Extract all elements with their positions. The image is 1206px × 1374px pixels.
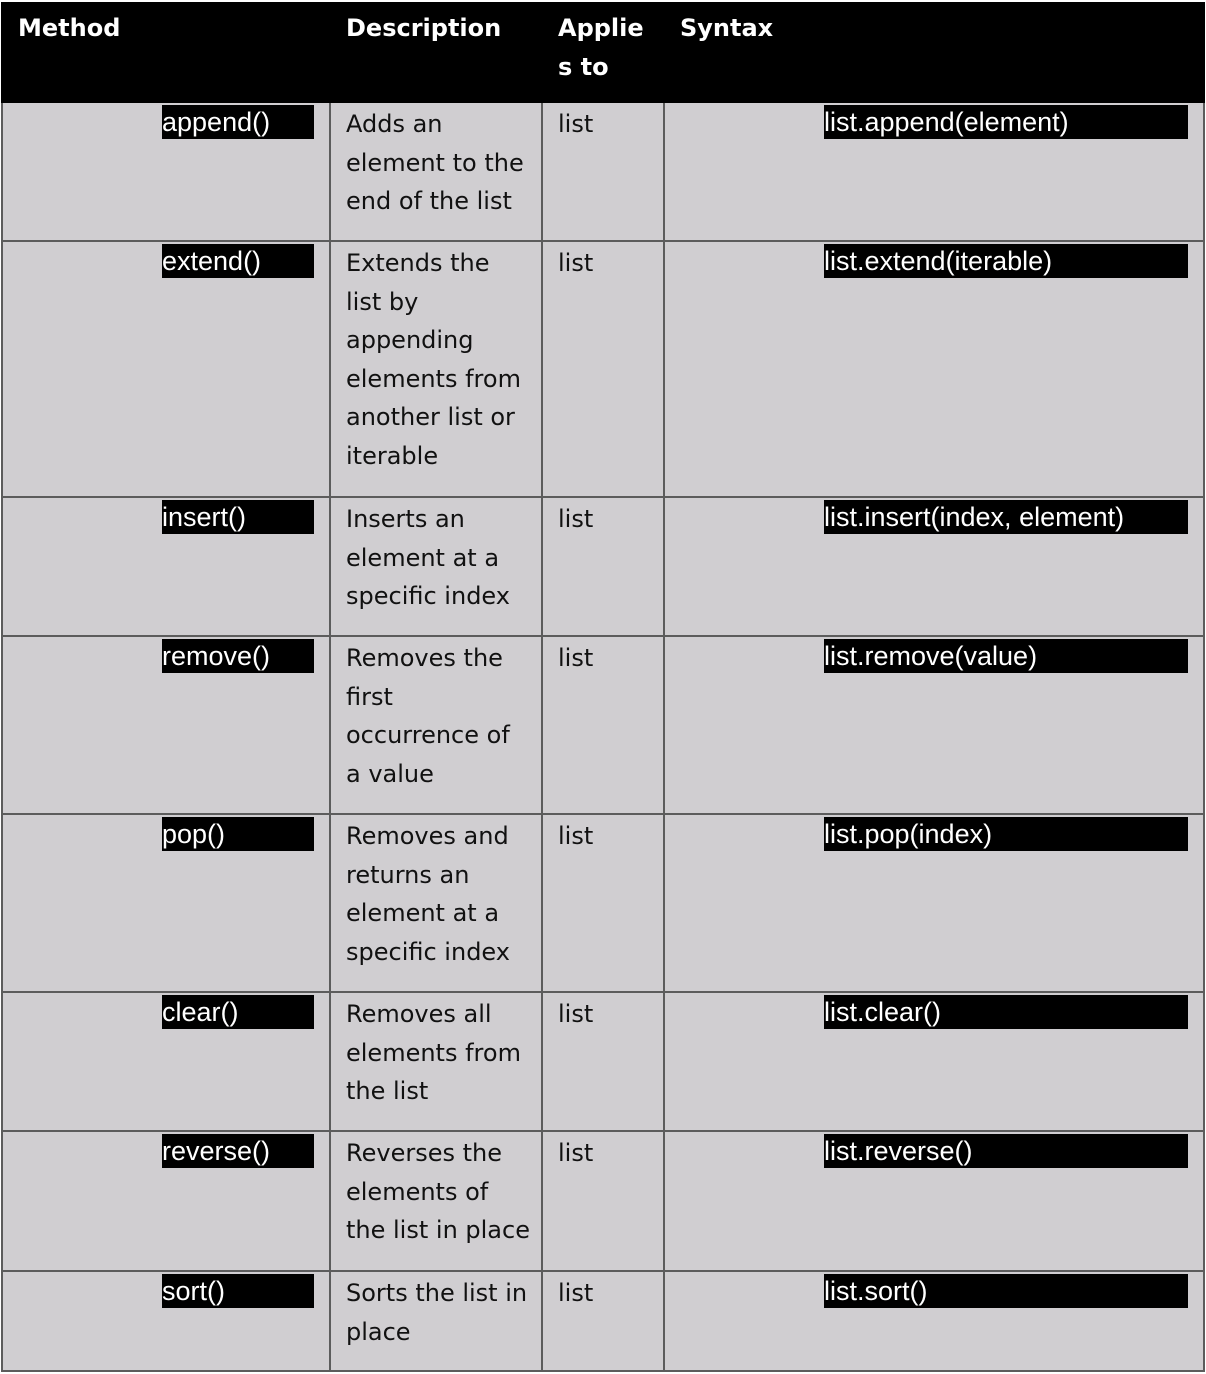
syntax-cell: list.pop(index) [824,817,1188,851]
table-row [1,242,1205,498]
method-cell: sort() [162,1274,314,1308]
applies-to-cell: list [558,110,594,138]
syntax-cell: list.reverse() [824,1134,1188,1168]
table-row [1,498,1205,637]
applies-to-cell: list [558,249,594,277]
table-row [1,103,1205,242]
table-row [1,815,1205,993]
applies-to-cell: list [558,1000,594,1028]
syntax-cell: list.sort() [824,1274,1188,1308]
description-cell: Removes the first occurrence of a value [346,644,510,788]
applies-to-cell: list [558,505,594,533]
syntax-cell: list.insert(index, element) [824,500,1188,534]
description-cell: Adds an element to the end of the list [346,110,524,216]
header-applies-to: Applies to [558,14,644,81]
description-cell: Sorts the list in place [346,1279,528,1346]
method-cell: reverse() [162,1134,314,1168]
header-syntax: Syntax [680,14,774,42]
description-cell: Reverses the elements of the list in place [346,1139,530,1245]
applies-to-cell: list [558,822,594,850]
syntax-cell: list.remove(value) [824,639,1188,673]
description-cell: Inserts an element at a specific index [346,505,510,611]
table-row [1,1132,1205,1272]
header-method: Method [18,14,121,42]
methods-table [1,2,1205,1372]
table-row [1,1272,1205,1372]
syntax-cell: list.clear() [824,995,1188,1029]
syntax-cell: list.extend(iterable) [824,244,1188,278]
syntax-cell: list.append(element) [824,105,1188,139]
method-cell: remove() [162,639,314,673]
description-cell: Extends the list by appending elements from another list or iterable [346,249,521,470]
applies-to-cell: list [558,1279,594,1307]
method-cell: pop() [162,817,314,851]
method-cell: clear() [162,995,314,1029]
description-cell: Removes and returns an element at a specific index [346,822,510,966]
table-row [1,993,1205,1132]
applies-to-cell: list [558,1139,594,1167]
method-cell: extend() [162,244,314,278]
header-description: Description [346,14,502,42]
method-cell: append() [162,105,314,139]
description-cell: Removes all elements from the list [346,1000,521,1106]
table-header [1,2,1205,103]
method-cell: insert() [162,500,314,534]
table-row [1,637,1205,815]
applies-to-cell: list [558,644,594,672]
